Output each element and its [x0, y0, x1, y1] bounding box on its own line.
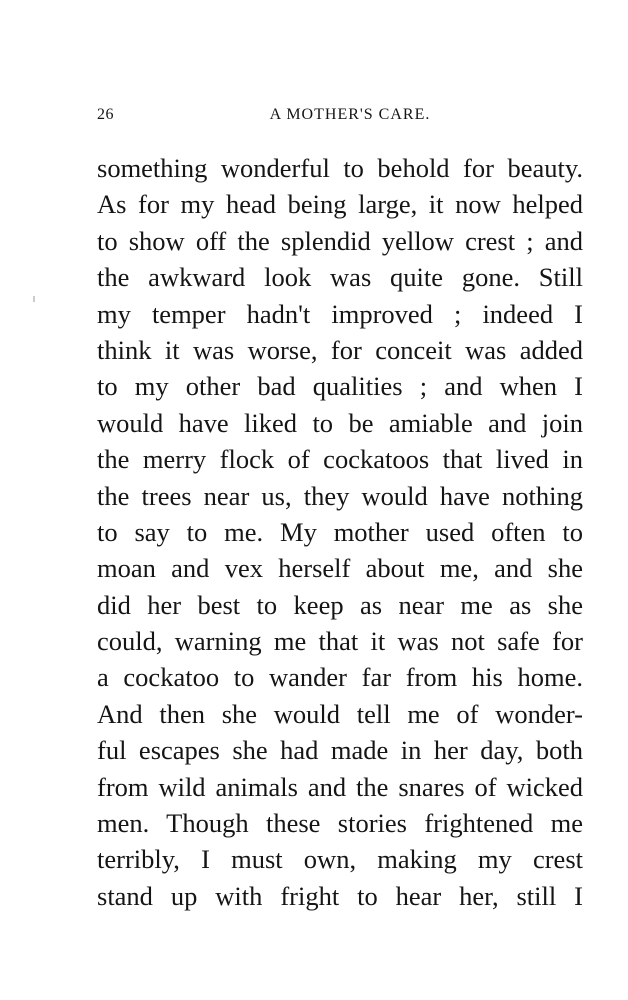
text-line: moan and vex herself about me, and she [97, 553, 583, 584]
running-head [97, 106, 583, 130]
text-line: would have liked to be amiable and join [97, 407, 583, 438]
text-line: my temper hadn't improved ; indeed I [97, 298, 583, 329]
paper-speck [33, 296, 35, 302]
text-line: As for my head being large, it now helped [97, 189, 583, 220]
text-line: to say to me. My mother used often to [97, 516, 583, 547]
text-line: could, warning me that it was not safe for [97, 626, 583, 657]
text-line: something wonderful to behold for beauty. [97, 153, 583, 183]
text-line: And then she would tell me of wonder- [97, 698, 583, 729]
text-line: to my other bad qualities ; and when I [97, 371, 583, 402]
body-text [97, 150, 583, 914]
text-line: from wild animals and the snares of wicked [97, 771, 583, 802]
text-line: think it was worse, for conceit was added [97, 334, 583, 365]
text-line: the awkward look was quite gone. Still [97, 262, 583, 293]
page-number: 26 [97, 106, 114, 123]
text-line: terribly, I must own, making my crest [97, 844, 583, 875]
text-line: the trees near us, they would have nothing [97, 480, 583, 511]
text-line: did her best to keep as near me as she [97, 589, 583, 620]
running-title: A MOTHER'S CARE. [269, 106, 431, 123]
text-line: the merry flock of cockatoos that lived in [97, 444, 583, 475]
text-line: stand up with fright to hear her, still I [97, 880, 583, 911]
text-line: ful escapes she had made in her day, both [97, 735, 583, 766]
text-line: men. Though these stories frightened me [97, 808, 583, 839]
text-line: to show off the splendid yellow crest ; and [97, 225, 583, 256]
text-line: a cockatoo to wander far from his home. [97, 662, 583, 693]
